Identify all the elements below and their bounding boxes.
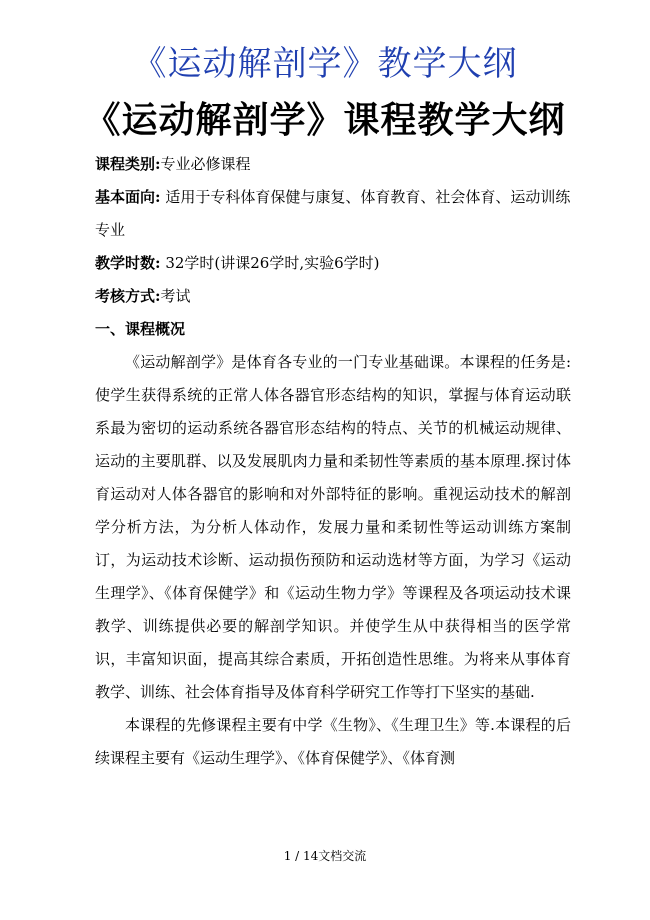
paragraph-course-overview: 《运动解剖学》是体育各专业的一门专业基础课。本课程的任务是:使学生获得系统的正常人体各器官形态结构的知识，掌握与体育运动联系最为密切的运动系统各器官形态结构的特点、关节的机械运动规律、运动的主要肌群、以及发展肌肉力量和柔韧性等素质的基本原理.探讨体育运动对人体各器官的影响和对外部特征的影响。重视运动技术的解剖学分析方法，为分析人体动作，发展力量和柔韧性等运动训练方案制订，为运动技术诊断、运动损伤预防和运动选材等方面，为学习《运动生理学》、《体育保健学》和《运动生物力学》等课程及各项运动技术课教学、训练提供必要的解剖学知识。并使学生从中获得相当的医学常识，丰富知识面，提高其综合素质，开拓创造性思维。为将来从事体育教学、训练、社会体育指导及体育科学研究工作等打下坚实的基础. bbox=[95, 353, 571, 701]
field-course-category bbox=[95, 148, 571, 181]
field-teaching-hours bbox=[95, 247, 571, 280]
field-label: 课程类别: bbox=[95, 155, 161, 173]
field-value: 32学时(讲课26学时,实验6学时) bbox=[160, 254, 380, 272]
document-body bbox=[95, 148, 571, 775]
section-heading-overview: 一、课程概况 bbox=[95, 320, 186, 338]
field-value: 考试 bbox=[160, 287, 191, 305]
header-title: 《运动解剖学》教学大纲 bbox=[132, 44, 518, 84]
document-title: 《运动解剖学》课程教学大纲 bbox=[84, 99, 566, 141]
field-label: 考核方式: bbox=[95, 287, 161, 305]
field-label: 教学时数: bbox=[95, 254, 161, 272]
paragraph-prerequisites: 本课程的先修课程主要有中学《生物》、《生理卫生》等.本课程的后续课程主要有《运动生理学》、《体育保健学》、《体育测 bbox=[95, 716, 571, 767]
field-value: 专业必修课程 bbox=[160, 155, 251, 173]
page-footer: 1 / 14文档交流 bbox=[283, 849, 367, 863]
field-assessment-method bbox=[95, 280, 571, 313]
field-label: 基本面向: bbox=[95, 188, 161, 206]
field-value: 适用于专科体育保健与康复、体育教育、社会体育、运动训练专业 bbox=[95, 188, 571, 239]
field-target-audience bbox=[95, 181, 571, 247]
